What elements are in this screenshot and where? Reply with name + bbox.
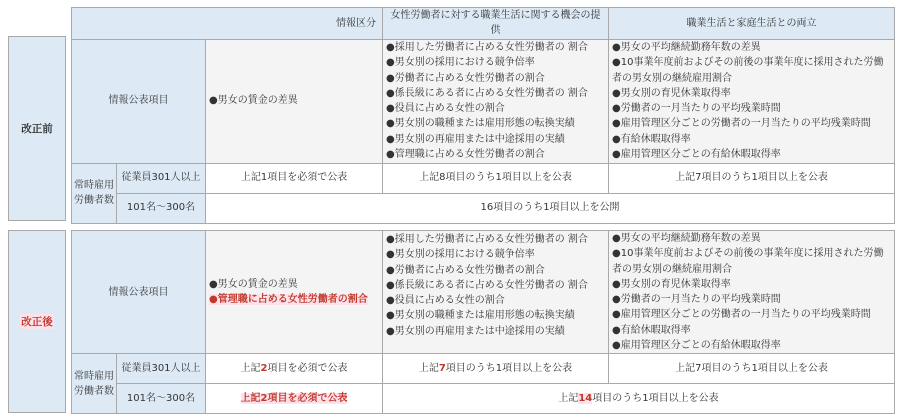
info-items-label: 情報公表項目 [72, 231, 206, 354]
col2-items-cell [609, 231, 895, 354]
list-item: ●雇用管理区分ごとの労働者の一月当たりの平均残業時間 [612, 118, 871, 130]
list-item: ●男女別の再雇用または中途採用の実績 [386, 133, 565, 145]
info-items-label: 情報公表項目 [72, 39, 206, 163]
list-item: ●雇用管理区分ごとの有給休暇取得率 [612, 148, 781, 160]
before-label-box [8, 36, 66, 221]
list-item: ●労働者に占める女性労働者の割合 [386, 72, 545, 84]
row-101-wage: 上記2項目を必須で公表 [206, 384, 383, 414]
before-label: 改正前 [21, 123, 53, 135]
list-item: ●10事業年度前およびその前後の事業年度に採用された労働者の男女別の継続雇用割合 [612, 248, 884, 275]
list-item: ●採用した労働者に占める女性労働者の 割合 [386, 234, 588, 245]
wage-items-cell [206, 231, 383, 354]
list-item: ●男女の平均継続勤務年数の差異 [612, 41, 761, 53]
col1-items-cell [383, 39, 609, 163]
row-101-rest: 上記14項目のうち1項目以上を公表 [383, 384, 895, 414]
after-label: 改正後 [21, 316, 53, 328]
row-301-col2: 上記7項目のうち1項目以上を公表 [609, 354, 895, 384]
list-item: ●男女の賃金の差異 [209, 278, 298, 290]
row-301-wage: 上記2項目を必須で公表 [206, 354, 383, 384]
list-item: ●管理職に占める女性労働者の割合 [386, 148, 545, 160]
list-item: ●採用した労働者に占める女性労働者の 割合 [386, 41, 588, 53]
list-item: ●男女の賃金の差異 [209, 95, 298, 107]
before-table [71, 7, 895, 224]
list-item: ●役員に占める女性の割合 [386, 103, 505, 115]
after-table [71, 230, 895, 414]
list-item: ●係長級にある者に占める女性労働者の 割合 [386, 87, 588, 99]
list-item: ●男女の平均継続勤務年数の差異 [612, 233, 761, 244]
info-category-header: 情報区分 [72, 8, 383, 40]
list-item: ●男女別の採用における競争倍率 [386, 249, 535, 261]
col2-items-cell [609, 39, 895, 163]
list-item: ●労働者に占める女性労働者の割合 [386, 264, 545, 276]
list-item: ●男女別の職種または雇用形態の転換実績 [386, 310, 575, 322]
row-101-label: 101名～300名 [117, 384, 206, 414]
workers-label: 常時雇用 労働者数 [72, 163, 117, 223]
row-101-label: 101名～300名 [117, 193, 206, 223]
row-301-col1: 上記7項目のうち1項目以上を公表 [383, 354, 609, 384]
row-301-col1: 上記8項目のうち1項目以上を公表 [383, 163, 609, 193]
row-101-all: 16項目のうち1項目以上を公開 [206, 193, 895, 223]
after-label-box [8, 230, 66, 413]
row-301-label: 従業員301人以上 [117, 163, 206, 193]
list-item: ●有給休暇取得率 [612, 133, 691, 145]
row-301-wage: 上記1項目を必須で公表 [206, 163, 383, 193]
col1-header: 女性労働者に対する職業生活に関する機会の提供 [383, 8, 609, 40]
list-item: ●労働者の一月当たりの平均残業時間 [612, 294, 781, 306]
workers-label: 常時雇用 労働者数 [72, 354, 117, 414]
list-item: ●10事業年度前およびその前後の事業年度に採用された労働者の男女別の継続雇用割合 [612, 57, 884, 84]
col2-header: 職業生活と家庭生活との両立 [609, 8, 895, 40]
row-301-label: 従業員301人以上 [117, 354, 206, 384]
list-item: ●有給休暇取得率 [612, 324, 691, 336]
list-item: ●雇用管理区分ごとの有給休暇取得率 [612, 340, 781, 352]
list-item: ●役員に占める女性の割合 [386, 295, 505, 307]
row-301-col2: 上記7項目のうち1項目以上を公表 [609, 163, 895, 193]
list-item-new: ●管理職に占める女性労働者の割合 [209, 294, 368, 306]
col1-items-cell [383, 231, 609, 354]
wage-items-cell [206, 39, 383, 163]
list-item: ●男女別の育児休業取得率 [612, 278, 731, 290]
list-item: ●係長級にある者に占める女性労働者の 割合 [386, 279, 588, 291]
list-item: ●男女別の育児休業取得率 [612, 87, 731, 99]
list-item: ●男女別の採用における競争倍率 [386, 57, 535, 69]
list-item: ●男女別の職種または雇用形態の転換実績 [386, 118, 575, 130]
list-item: ●男女別の再雇用または中途採用の実績 [386, 325, 565, 337]
list-item: ●労働者の一月当たりの平均残業時間 [612, 103, 781, 115]
list-item: ●雇用管理区分ごとの労働者の一月当たりの平均残業時間 [612, 309, 871, 321]
